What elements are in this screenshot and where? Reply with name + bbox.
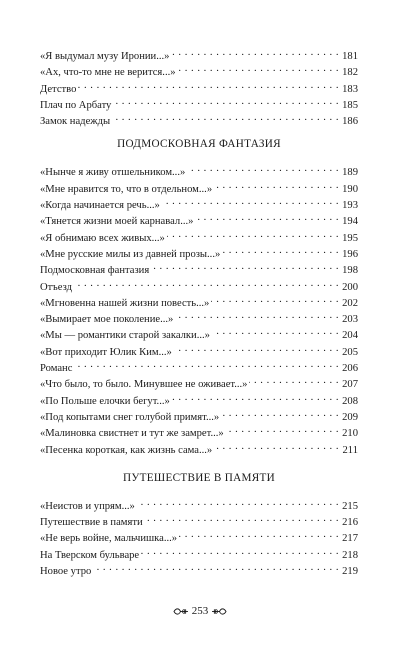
toc-dot-leader <box>222 244 339 257</box>
toc-dot-leader <box>179 528 339 541</box>
toc-dot-leader <box>195 211 339 224</box>
toc-dot-leader <box>93 561 339 574</box>
toc-entry <box>40 512 358 528</box>
toc-entry <box>40 277 358 293</box>
toc-entry-page: 196 <box>342 248 358 260</box>
toc-dot-leader <box>78 79 339 92</box>
toc-entry <box>40 309 358 325</box>
toc-entry-page: 200 <box>342 281 358 293</box>
toc-dot-leader <box>162 195 339 208</box>
toc-section-puteshestvie-v-pamyati <box>40 496 358 577</box>
toc-dot-leader <box>187 162 339 175</box>
toc-entry-title: Детство <box>40 83 77 95</box>
toc-entry-page: 194 <box>342 216 358 228</box>
toc-entry <box>40 293 358 309</box>
toc-dot-leader <box>175 309 339 322</box>
toc-dot-leader <box>74 277 339 290</box>
toc-entry-title: «Когда начинается речь...» <box>40 200 160 212</box>
toc-entry <box>40 79 358 95</box>
toc-entry-page: 183 <box>342 83 358 95</box>
toc-entry-title: «Я обнимаю всех живых...» <box>40 232 165 244</box>
toc-entry-title: «Нынче я живу отшельником...» <box>40 167 186 179</box>
toc-dot-leader <box>141 545 339 558</box>
toc-entry-page: 218 <box>342 549 358 561</box>
toc-entry-page: 217 <box>342 533 358 545</box>
table-of-contents <box>40 46 358 577</box>
toc-entry-title: «Мгновенна нашей жизни повесть...» <box>40 297 210 309</box>
toc-entry-title: «Песенка короткая, как жизнь сама...» <box>40 444 213 456</box>
toc-entry-title: «Вот приходит Юлик Ким...» <box>40 346 172 358</box>
toc-entry-page: 216 <box>342 517 358 529</box>
toc-section-podmoskovnaya-fantaziya <box>40 162 358 455</box>
toc-entry-title: «Ах, что-то мне не верится...» <box>40 67 176 79</box>
toc-entry-title: «Неистов и упрям...» <box>40 500 135 512</box>
toc-dot-leader <box>211 293 339 306</box>
toc-entry-page: 186 <box>342 116 358 128</box>
toc-entry <box>40 260 358 276</box>
toc-section-continued <box>40 46 358 127</box>
toc-entry-title: «Мы — романтики старой закалки...» <box>40 330 210 342</box>
toc-entry-page: 202 <box>342 297 358 309</box>
toc-entry <box>40 342 358 358</box>
floral-ornament-icon <box>211 607 227 616</box>
toc-entry-title: «Мне русские милы из давней прозы...» <box>40 248 221 260</box>
toc-entry-title: Подмосковная фантазия <box>40 265 150 277</box>
toc-dot-leader <box>178 62 339 75</box>
toc-entry <box>40 211 358 227</box>
toc-entry-page: 190 <box>342 183 358 195</box>
toc-entry-title: «По Польше елочки бегут...» <box>40 395 170 407</box>
toc-dot-leader <box>221 407 339 420</box>
toc-entry <box>40 528 358 544</box>
toc-entry-page: 198 <box>342 265 358 277</box>
toc-entry-page: 206 <box>342 363 358 375</box>
toc-entry-title: Отъезд <box>40 281 72 293</box>
toc-entry <box>40 228 358 244</box>
toc-entry-title: Путешествие в памяти <box>40 517 143 529</box>
toc-entry-page: 208 <box>342 395 358 407</box>
toc-entry <box>40 95 358 111</box>
toc-entry <box>40 545 358 561</box>
page-number: 253 <box>191 605 209 617</box>
toc-dot-leader <box>74 358 339 371</box>
toc-entry-page: 195 <box>342 232 358 244</box>
toc-entry-page: 185 <box>342 99 358 111</box>
toc-entry-title: «Не верь войне, мальчишка...» <box>40 533 178 545</box>
toc-dot-leader <box>167 228 339 241</box>
toc-entry <box>40 195 358 211</box>
toc-dot-leader <box>249 374 339 387</box>
toc-entry <box>40 325 358 341</box>
toc-entry-page: 182 <box>342 67 358 79</box>
section-heading-podmoskovnaya-fantaziya: ПОДМОСКОВНАЯ ФАНТАЗИЯ <box>117 138 281 151</box>
toc-dot-leader <box>113 95 339 108</box>
toc-dot-leader <box>214 440 339 453</box>
toc-entry-title: На Тверском бульваре <box>40 549 140 561</box>
toc-entry-title: «Что было, то было. Минувшее не оживает...» <box>40 379 248 391</box>
toc-entry-title: Романс <box>40 363 73 375</box>
toc-entry <box>40 358 358 374</box>
toc-dot-leader <box>174 342 339 355</box>
toc-entry-title: «Под копытами снег голубой примят...» <box>40 411 220 423</box>
toc-entry-title: «Тянется жизни моей карнавал...» <box>40 216 194 228</box>
toc-entry <box>40 179 358 195</box>
toc-entry-title: Новое утро <box>40 566 92 578</box>
toc-dot-leader <box>172 391 339 404</box>
toc-entry-page: 210 <box>342 428 358 440</box>
toc-entry <box>40 407 358 423</box>
toc-entry-page: 211 <box>342 444 358 456</box>
floral-ornament-icon <box>173 607 189 616</box>
toc-entry <box>40 496 358 512</box>
toc-entry-page: 181 <box>342 51 358 62</box>
toc-entry-title: «Мне нравится то, что в отдельном...» <box>40 183 213 195</box>
toc-dot-leader <box>214 179 339 192</box>
toc-entry-page: 219 <box>342 566 358 578</box>
toc-entry <box>40 440 358 456</box>
toc-entry-page: 193 <box>342 200 358 212</box>
toc-entry-page: 205 <box>342 346 358 358</box>
toc-dot-leader <box>137 496 339 509</box>
toc-dot-leader <box>151 260 339 273</box>
toc-entry-title: «Вымирает мое поколение...» <box>40 314 174 326</box>
toc-entry <box>40 561 358 577</box>
toc-entry-title: Замок надежды <box>40 116 111 128</box>
section-heading-puteshestvie-v-pamyati: ПУТЕШЕСТВИЕ В ПАМЯТИ <box>123 471 275 484</box>
toc-dot-leader <box>145 512 339 525</box>
toc-dot-leader <box>226 423 339 436</box>
toc-entry-page: 215 <box>342 500 358 512</box>
toc-dot-leader <box>171 46 339 59</box>
toc-entry-title: «Малиновка свистнет и тут же замрет...» <box>40 428 224 440</box>
toc-entry-page: 207 <box>342 379 358 391</box>
toc-entry <box>40 111 358 127</box>
toc-entry-page: 209 <box>342 411 358 423</box>
toc-dot-leader <box>212 325 339 338</box>
toc-entry <box>40 62 358 78</box>
toc-entry-page: 204 <box>342 330 358 342</box>
page-folio <box>0 604 400 618</box>
toc-dot-leader <box>112 111 339 124</box>
toc-entry <box>40 391 358 407</box>
toc-entry <box>40 46 358 62</box>
toc-entry <box>40 162 358 178</box>
toc-entry-title: «Я выдумал музу Иронии...» <box>40 51 170 62</box>
toc-entry <box>40 244 358 260</box>
toc-entry <box>40 374 358 390</box>
toc-entry-page: 203 <box>342 314 358 326</box>
toc-entry-page: 189 <box>342 167 358 179</box>
toc-entry-title: Плач по Арбату <box>40 99 112 111</box>
toc-entry <box>40 423 358 439</box>
